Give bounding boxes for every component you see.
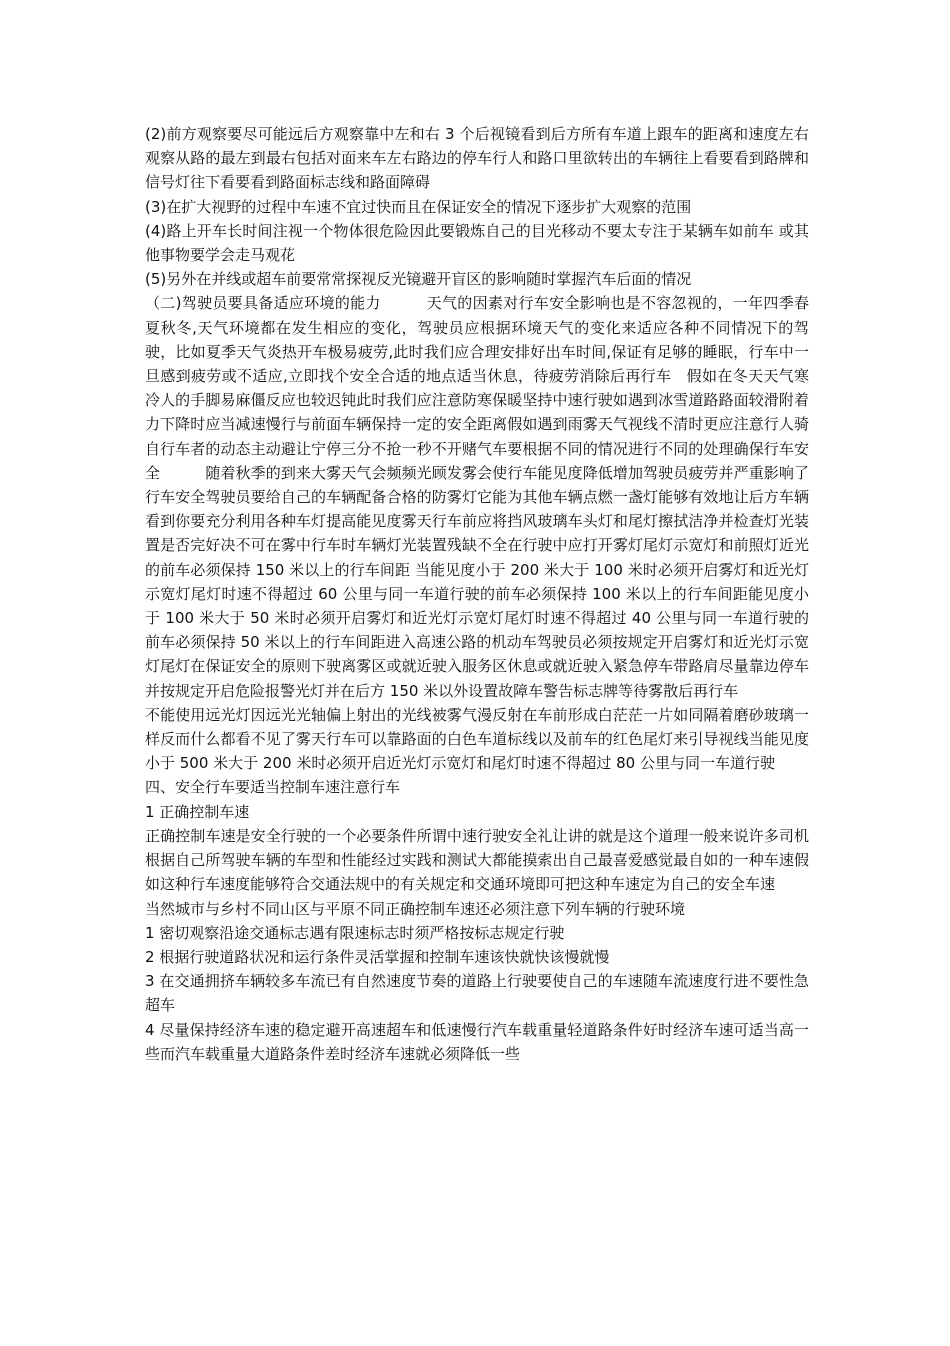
document-body (145, 122, 809, 1066)
paragraph-observe-front-rear: (2)前方观察要尽可能远后方观察靠中左和右 3 个后视镜看到后方所有车道上跟车的距离和速度左右观察从路的最左到最右包括对面来车左右路边的停车行人和路口里欲转出的车辆往上看要看到路牌和信号灯往下看要看到路面标志线和路面障碍 (145, 125, 809, 192)
paragraph-eye-movement: (4)路上开车长时间注视一个物体很危险因此要锻炼自己的目光移动不要太专注于某辆车如前车 或其他事物要学会走马观花 (145, 221, 809, 265)
subheading-correct-speed: 1 正确控制车速 (145, 802, 250, 821)
paragraph-mirror-check: (5)另外在并线或超车前要常常探视反光镜避开盲区的影响随时掌握汽车后面的情况 (145, 270, 692, 289)
list-item-traffic-signs: 1 密切观察沿途交通标志遇有限速标志时须严格按标志规定行驶 (145, 923, 565, 942)
list-item-traffic-flow: 3 在交通拥挤车辆较多车流已有自然速度节奏的道路上行驶要使自己的车速随车流速度行进不要性急超车 (145, 972, 809, 1015)
paragraph-safe-speed: 正确控制车速是安全行驶的一个必要条件所谓中速行驶安全礼让讲的就是这个道理一般来说许多司机根据自己所驾驶车辆的车型和性能经过实践和测试大都能摸索出自己最喜爱感觉最自如的一种车速假如这种行车速度能够符合交通法规中的有关规定和交通环境即可把这种车速定为自己的安全车速 (145, 826, 809, 894)
list-item-road-conditions: 2 根据行驶道路状况和运行条件灵活掌握和控制车速该快就快该慢就慢 (145, 947, 610, 966)
paragraph-widen-view: (3)在扩大视野的过程中车速不宜过快而且在保证安全的情况下逐步扩大观察的范围 (145, 197, 692, 216)
paragraph-high-beam-fog: 不能使用远光灯因远光光轴偏上射出的光线被雾气漫反射在车前形成白茫茫一片如同隔着磨砂玻璃一样反而什么都看不见了雾天行车可以靠路面的白色车道标线以及前车的红色尾灯来引导视线当能见度小于 500 米大于 200 米时必须开启近光灯示宽灯和尾灯时速不得超过 80 公里与同一车道行驶 (145, 705, 809, 773)
list-item-economic-speed: 4 尽量保持经济车速的稳定避开高速超车和低速慢行汽车载重量轻道路条件好时经济车速可适当高一些而汽车载重量大道路条件差时经济车速就必须降低一些 (145, 1020, 809, 1063)
section-heading-speed-control: 四、安全行车要适当控制车速注意行车 (145, 778, 401, 797)
paragraph-driving-environment: 当然城市与乡村不同山区与平原不同正确控制车速还必须注意下列车辆的行驶环境 (145, 899, 686, 918)
paragraph-weather-adaptation: （二)驾驶员要具备适应环境的能力 天气的因素对行车安全影响也是不容忽视的，一年四季春夏秋冬,天气环境都在发生相应的变化，驾驶员应根据环境天气的变化来适应各种不同情况下的驾驶，比如夏季天气炎热开车极易疲劳,此时我们应合理安排好出车时间,保证有足够的睡眠，行车中一旦感到疲劳或不适应,立即找个安全合适的地点适当休息，待疲劳消除后再行车 假如在冬天天气寒冷人的手脚易麻僵反应也较迟钝此时我们应注意防寒保暖坚持中速行驶如遇到冰雪道路路面较滑附着力下降时应当减速慢行与前面车辆保持一定的安全距离假如遇到雨雾天气视线不清时更应注意行人骑自行车者的动态主动避让宁停三分不抢一秒不开赌气车要根据不同的情况进行不同的处理确保行车安全 随着秋季的到来大雾天气会频频光顾发雾会使行车能见度降低增加驾驶员疲劳并严重影响了行车安全驾驶员要给自己的车辆配备合格的防雾灯它能为其他车辆点燃一盏灯能够有效地让后方车辆看到你要充分利用各种车灯提高能见度雾天行车前应将挡风玻璃车头灯和尾灯擦拭洁净并检查灯光装置是否完好决不可在雾中行车时车辆灯光装置残缺不全在行驶中应打开雾灯尾灯示宽灯和前照灯近光的前车必须保持 150 米以上的行车间距 当能见度小于 200 米大于 100 米时必须开启雾灯和近光灯示宽灯尾灯时速不得超过 60 公里与同一车道行驶的前车必须保持 100 米以上的行车间距能见度小于 100 米大于 50 米时必须开启雾灯和近光灯示宽灯尾灯时速不得超过 40 公里与同一车道行驶的前车必须保持 50 米以上的行车间距进入高速公路的机动车驾驶员必须按规定开启雾灯和近光灯示宽灯尾灯在保证安全的原则下驶离雾区或就近驶入服务区休息或就近驶入紧急停车带路肩尽量靠边停车并按规定开启危险报警光灯并在后方 150 米以外设置故障车警告标志牌等待雾散后再行车 (145, 294, 809, 700)
